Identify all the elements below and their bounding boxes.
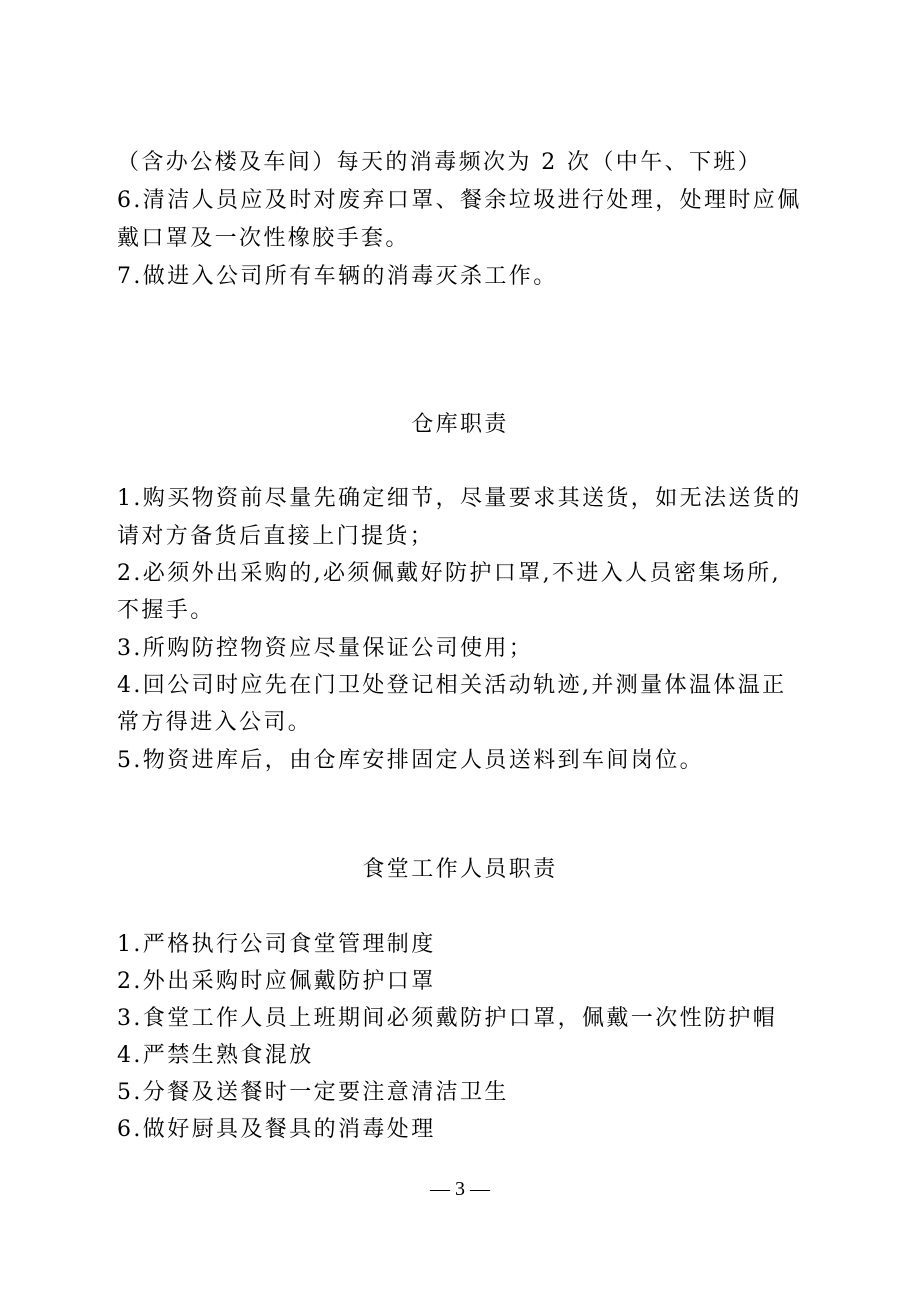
paragraph-line: 请对方备货后直接上门提货； (117, 524, 435, 549)
paragraph-line: 不握手。 (117, 598, 215, 623)
page-number: — 3 — (430, 1178, 490, 1200)
paragraph-line: （含办公楼及车间）每天的消毒频次为 2 次（中午、下班） (117, 150, 763, 175)
paragraph-line: 1.购买物资前尽量先确定细节，尽量要求其送货，如无法送货的 (117, 486, 802, 511)
paragraph-line: 5.分餐及送餐时一定要注意清洁卫生 (117, 1080, 509, 1105)
paragraph-line: 5.物资进库后，由仓库安排固定人员送料到车间岗位。 (117, 748, 704, 773)
section-title-canteen: 食堂工作人员职责 (362, 857, 558, 882)
paragraph-line: 常方得进入公司。 (117, 710, 313, 735)
paragraph-line: 3.食堂工作人员上班期间必须戴防护口罩，佩戴一次性防护帽 (117, 1006, 778, 1031)
paragraph-line: 2.外出采购时应佩戴防护口罩 (117, 969, 436, 994)
paragraph-line: 4.严禁生熟食混放 (117, 1043, 314, 1068)
paragraph-line: 4.回公司时应先在门卫处登记相关活动轨迹,并测量体温体温正 (117, 673, 787, 698)
paragraph-line: 7.做进入公司所有车辆的消毒灭杀工作。 (117, 264, 558, 289)
paragraph-line: 6.清洁人员应及时对废弃口罩、餐余垃圾进行处理，处理时应佩 (117, 188, 802, 213)
paragraph-line: 6.做好厨具及餐具的消毒处理 (117, 1117, 436, 1142)
paragraph-line: 2.必须外出采购的,必须佩戴好防护口罩,不进入人员密集场所, (117, 561, 781, 586)
section-title-warehouse: 仓库职责 (411, 412, 509, 437)
paragraph-line: 戴口罩及一次性橡胶手套。 (117, 226, 410, 251)
paragraph-line: 3.所购防控物资应尽量保证公司使用； (117, 636, 534, 661)
paragraph-line: 1.严格执行公司食堂管理制度 (117, 932, 436, 957)
